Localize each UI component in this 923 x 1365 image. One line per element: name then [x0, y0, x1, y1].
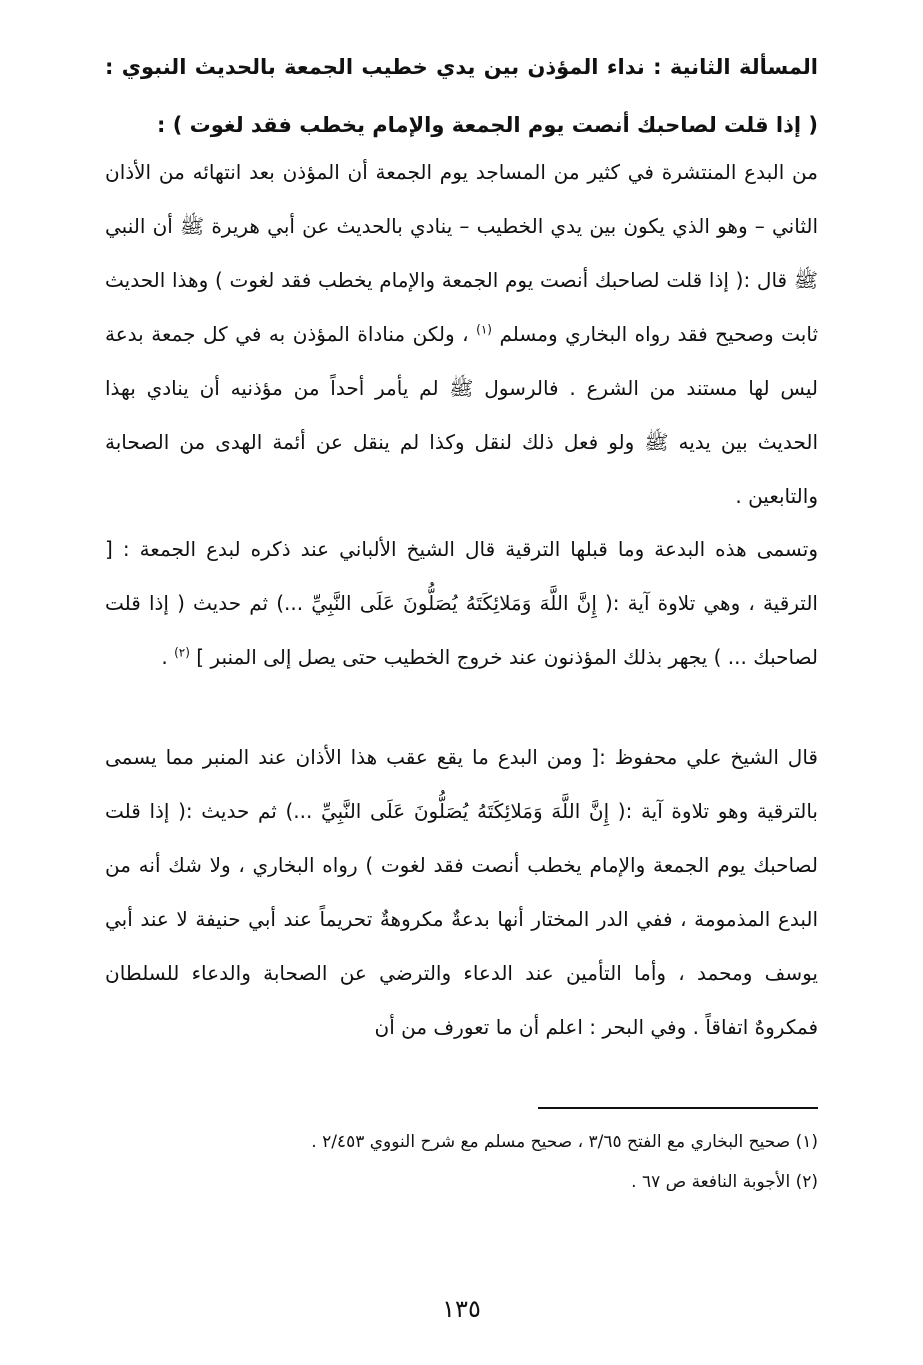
paragraph-text: من البدع المنتشرة في كثير من المساجد يوم الجمعة أن المؤذن بعد انتهائه من الأذان الثاني – وهو الذي يكون بين يدي الخطيب – ينادي بالحديث عن أبي هريرة ﷺ أن النبي ﷺ قال :( إذا قلت لصاحبك أنصت يوم الجمعة والإمام يخطب فقد لغوت ) وهذا الحديث ثابت وصحيح فقد رواه البخاري ومسلم [105, 160, 819, 346]
footnote-ref-1: (١) [476, 322, 492, 337]
paragraph-text-continued: ، ولكن مناداة المؤذن به في كل جمعة بدعة ليس لها مستند من الشرع . فالرسول ﷺ لم يأمر أحداً من مؤذنيه أن ينادي بهذا الحديث بين يديه ﷺ ولو فعل ذلك لنقل وكذا لم ينقل عن أئمة الهدى من الصحابة والتابعين . [105, 322, 818, 508]
page-number: ١٣٥ [442, 1295, 481, 1323]
paragraph-text-continued: . [161, 645, 168, 669]
footnote-ref-2: (٢) [174, 645, 190, 660]
footnotes [105, 1122, 818, 1202]
footnote-1: (١) صحيح البخاري مع الفتح ٣/٦٥ ، صحيح مسلم مع شرح النووي ٢/٤٥٣ . [311, 1132, 818, 1152]
paragraph-mahfouz-quote: قال الشيخ علي محفوظ :[ ومن البدع ما يقع عقب هذا الأذان عند المنبر مما يسمى بالترقية وهو تلاوة آية :( إِنَّ اللَّهَ وَمَلائِكَتَهُ يُصَلُّونَ عَلَى النَّبِيِّ ...) ثم حديث :( إذا قلت لصاحبك يوم الجمعة والإمام يخطب أنصت فقد لغوت ) رواه البخاري ، ولا شك أنه من البدع المذمومة ، ففي الدر المختار أنها بدعةٌ مكروهةٌ تحريماً عند أبي حنيفة لا عند أبي يوسف ومحمد ، وأما التأمين عند الدعاء والترضي عن الصحابة والدعاء للسلطان فمكروهٌ اتفاقاً . وفي البحر : اعلم أن ما تعورف من أن [105, 745, 818, 1039]
footnote-divider [538, 1107, 818, 1109]
paragraph-albani-quote [105, 522, 818, 684]
paragraph-bida-explanation [105, 145, 818, 523]
paragraph-text: وتسمى هذه البدعة وما قبلها الترقية قال الشيخ الألباني عند ذكره لبدع الجمعة : [ الترقية ، وهي تلاوة آية :( إِنَّ اللَّهَ وَمَلائِكَتَهُ يُصَلُّونَ عَلَى النَّبِيِّ ...) ثم حديث ( إذا قلت لصاحبك ... ) يجهر بذلك المؤذنون عند خروج الخطيب حتى يصل إلى المنبر ] [105, 537, 818, 669]
section-heading: المسألة الثانية : نداء المؤذن بين يدي خطيب الجمعة بالحديث النبوي : ( إذا قلت لصاحبك أنصت يوم الجمعة والإمام يخطب فقد لغوت ) : [105, 55, 818, 137]
footnote-2: (٢) الأجوبة النافعة ص ٦٧ . [631, 1172, 818, 1192]
